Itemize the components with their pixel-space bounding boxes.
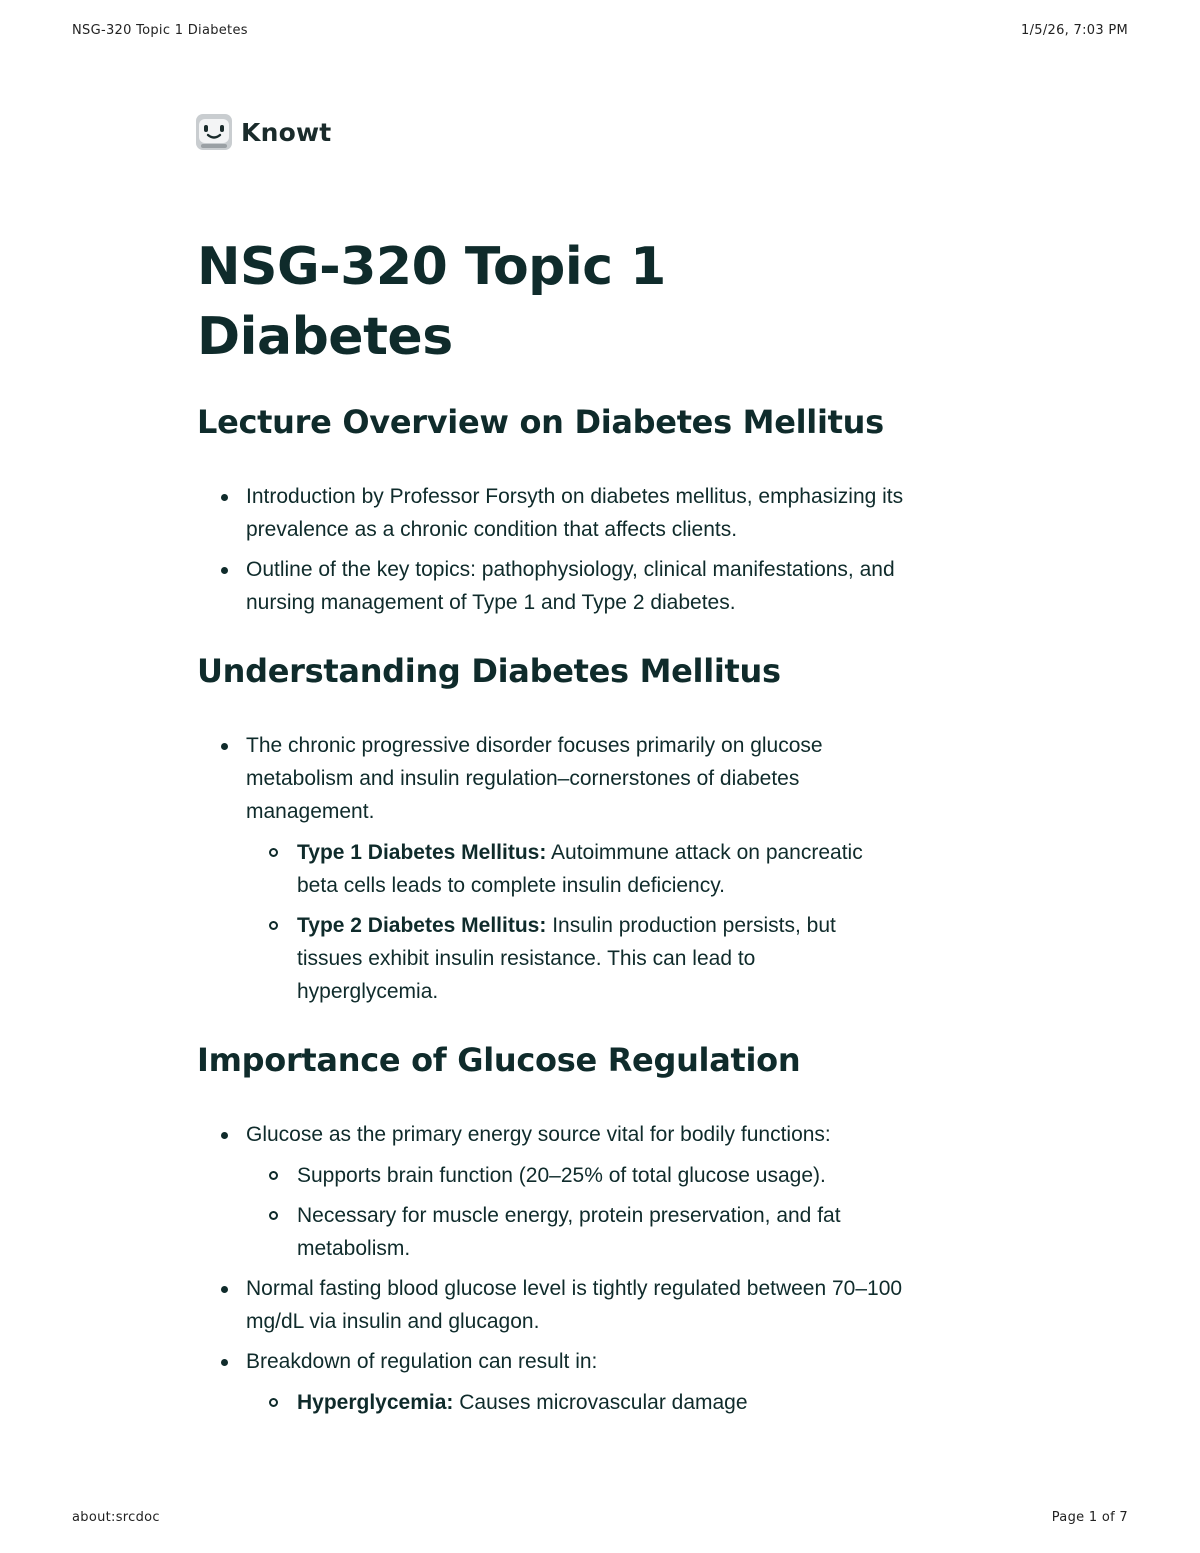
list-item: [197, 729, 926, 1008]
list-item: [197, 1118, 926, 1265]
section-lecture-overview: [197, 400, 937, 619]
sub-bullet-list: [246, 1386, 926, 1419]
list-item: [197, 553, 926, 619]
sub-list-item-text: Insulin production persists, but tissues exhibit insulin resistance. This can lead to hyperglycemia.: [297, 914, 836, 1003]
sub-list-item: [246, 1199, 877, 1265]
print-footer-page-number: Page 1 of 7: [1051, 1510, 1128, 1525]
list-item: [197, 480, 926, 546]
bullet-list: [197, 729, 937, 1008]
print-header-datetime: 1/5/26, 7:03 PM: [1021, 23, 1128, 38]
bullet-list: [197, 1118, 937, 1419]
sub-list-item-text: Supports brain function (20–25% of total glucose usage).: [297, 1164, 826, 1187]
list-item: [197, 1345, 926, 1419]
list-item: [197, 1272, 926, 1338]
print-footer: [72, 1510, 1128, 1525]
knowt-logo[interactable]: [195, 113, 331, 151]
sub-list-item: [246, 836, 877, 902]
sub-list-item-text: Autoimmune attack on pancreatic beta cells leads to complete insulin deficiency.: [297, 841, 863, 897]
list-item-text: The chronic progressive disorder focuses primarily on glucose metabolism and insulin regulation–cornerstones of diabetes management.: [246, 734, 823, 823]
sub-bullet-list: [246, 836, 926, 1008]
print-header-title: NSG-320 Topic 1 Diabetes: [72, 23, 248, 38]
section-heading: Understanding Diabetes Mellitus: [197, 652, 781, 690]
list-item-text: Glucose as the primary energy source vital for bodily functions:: [246, 1123, 831, 1146]
print-footer-url: about:srcdoc: [72, 1510, 160, 1525]
section-heading: Lecture Overview on Diabetes Mellitus: [197, 403, 884, 441]
document-title: NSG-320 Topic 1 Diabetes: [197, 237, 666, 367]
sub-list-item-text: Causes microvascular damage: [453, 1391, 748, 1414]
bullet-list: [197, 480, 937, 619]
list-item-text: Outline of the key topics: pathophysiology, clinical manifestations, and nursing management of Type 1 and Type 2 diabetes.: [246, 558, 895, 614]
sub-bullet-list: [246, 1159, 926, 1265]
list-item-text: Breakdown of regulation can result in:: [246, 1350, 598, 1373]
list-item-text: Normal fasting blood glucose level is tightly regulated between 70–100 mg/dL via insulin and glucagon.: [246, 1277, 903, 1333]
term-label: Type 2 Diabetes Mellitus:: [297, 914, 547, 937]
section-glucose-regulation: [197, 1038, 937, 1419]
print-header: [72, 23, 1128, 38]
logo-wordmark: Knowt: [241, 117, 332, 147]
knowt-robot-icon: [195, 113, 233, 151]
sub-list-item-text: Necessary for muscle energy, protein preservation, and fat metabolism.: [297, 1204, 841, 1260]
sub-list-item: [246, 1159, 877, 1192]
section-heading: Importance of Glucose Regulation: [197, 1041, 801, 1079]
sub-list-item: [246, 1386, 877, 1419]
section-understanding-diabetes: [197, 649, 937, 1008]
document-content: [197, 232, 937, 1449]
sub-list-item: [246, 909, 877, 1008]
term-label: Type 1 Diabetes Mellitus:: [297, 841, 547, 864]
term-label: Hyperglycemia:: [297, 1391, 454, 1414]
list-item-text: Introduction by Professor Forsyth on diabetes mellitus, emphasizing its prevalence as a chronic condition that affects clients.: [246, 485, 904, 541]
